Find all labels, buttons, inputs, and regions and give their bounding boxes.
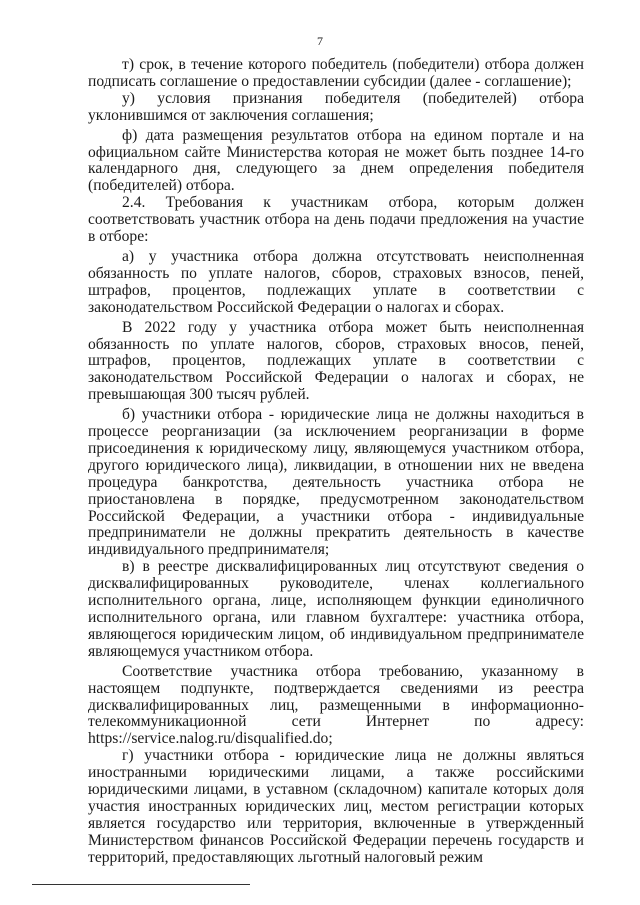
paragraph-b: б) участники отбора - юридические лица не должны находиться в процессе реорганизации (за исключением реорганизации в форме присоединения к юридическому лицу, являющемуся участником отбора, другого юридического лица), ликвидации, в отношении них не введена процедура банкротства, деятельность участника отбора не приостановлена в порядке, предусмотренном законодательством Российской Федерации, а участники отбора - индивидуальные предприниматели не должны прекратить деятельность в качестве индивидуального предпринимателя; <box>88 406 584 559</box>
footer-divider <box>32 884 250 885</box>
paragraph-conformity: Соответствие участника отбора требованию, указанному в настоящем подпункте, подтверждается сведениями из реестра дисквалифицированных лиц, размещенными в информационно-телекоммуникационной сети Интернет по адресу: https://service.nalog.ru/disqualified.do; <box>88 662 584 748</box>
paragraph-2022: В 2022 году у участника отбора может быть неисполненная обязанность по уплате налогов, сборов, страховых вносов, пеней, штрафов, процентов, подлежащих уплате в соответствии с законодательством Российской Федерации о налогах и сборах, не превышающая 300 тысяч рублей. <box>88 318 584 404</box>
document-body <box>88 57 584 867</box>
paragraph-f: ф) дата размещения результатов отбора на едином портале и на официальном сайте Министерства которая не может быть позднее 14-го календарного дня, следующего за днем определения победителя (победителей) отбора. <box>88 126 584 195</box>
paragraph-g: г) участники отбора - юридические лица не должны являться иностранными юридическими лицами, а также российскими юридическими лицами, в уставном (складочном) капитале которых доля участия иностранных юридических лиц, местом регистрации которых является государство или территория, включенные в утвержденный Министерством финансов Российской Федерации перечень государств и территорий, предоставляющих льготный налоговый режим <box>88 747 584 866</box>
paragraph-t: т) срок, в течение которого победитель (победители) отбора должен подписать соглашение о предоставлении субсидии (далее - соглашение); <box>88 56 584 90</box>
page-number: 7 <box>317 34 323 48</box>
paragraph-a: а) у участника отбора должна отсутствовать неисполненная обязанность по уплате налогов, сборов, страховых взносов, пеней, штрафов, процентов, подлежащих уплате в соответствии с законодательством Российской Федерации о налогах и сборах. <box>88 247 584 316</box>
paragraph-u: у) условия признания победителя (победителей) отбора уклонившимся от заключения соглашения; <box>88 89 584 124</box>
paragraph-v: в) в реестре дисквалифицированных лиц отсутствуют сведения о дисквалифицированных руководителе, членах коллегиального исполнительного органа, лице, исполняющем функции единоличного исполнительного органа, или главном бухгалтере: участника отбора, являющегося юридическим лицом, об индивидуальном предпринимателе являющемуся участником отбора. <box>88 558 584 660</box>
paragraph-2-4: 2.4. Требования к участникам отбора, которым должен соответствовать участник отбора на день подачи предложения на участие в отборе: <box>88 194 584 246</box>
